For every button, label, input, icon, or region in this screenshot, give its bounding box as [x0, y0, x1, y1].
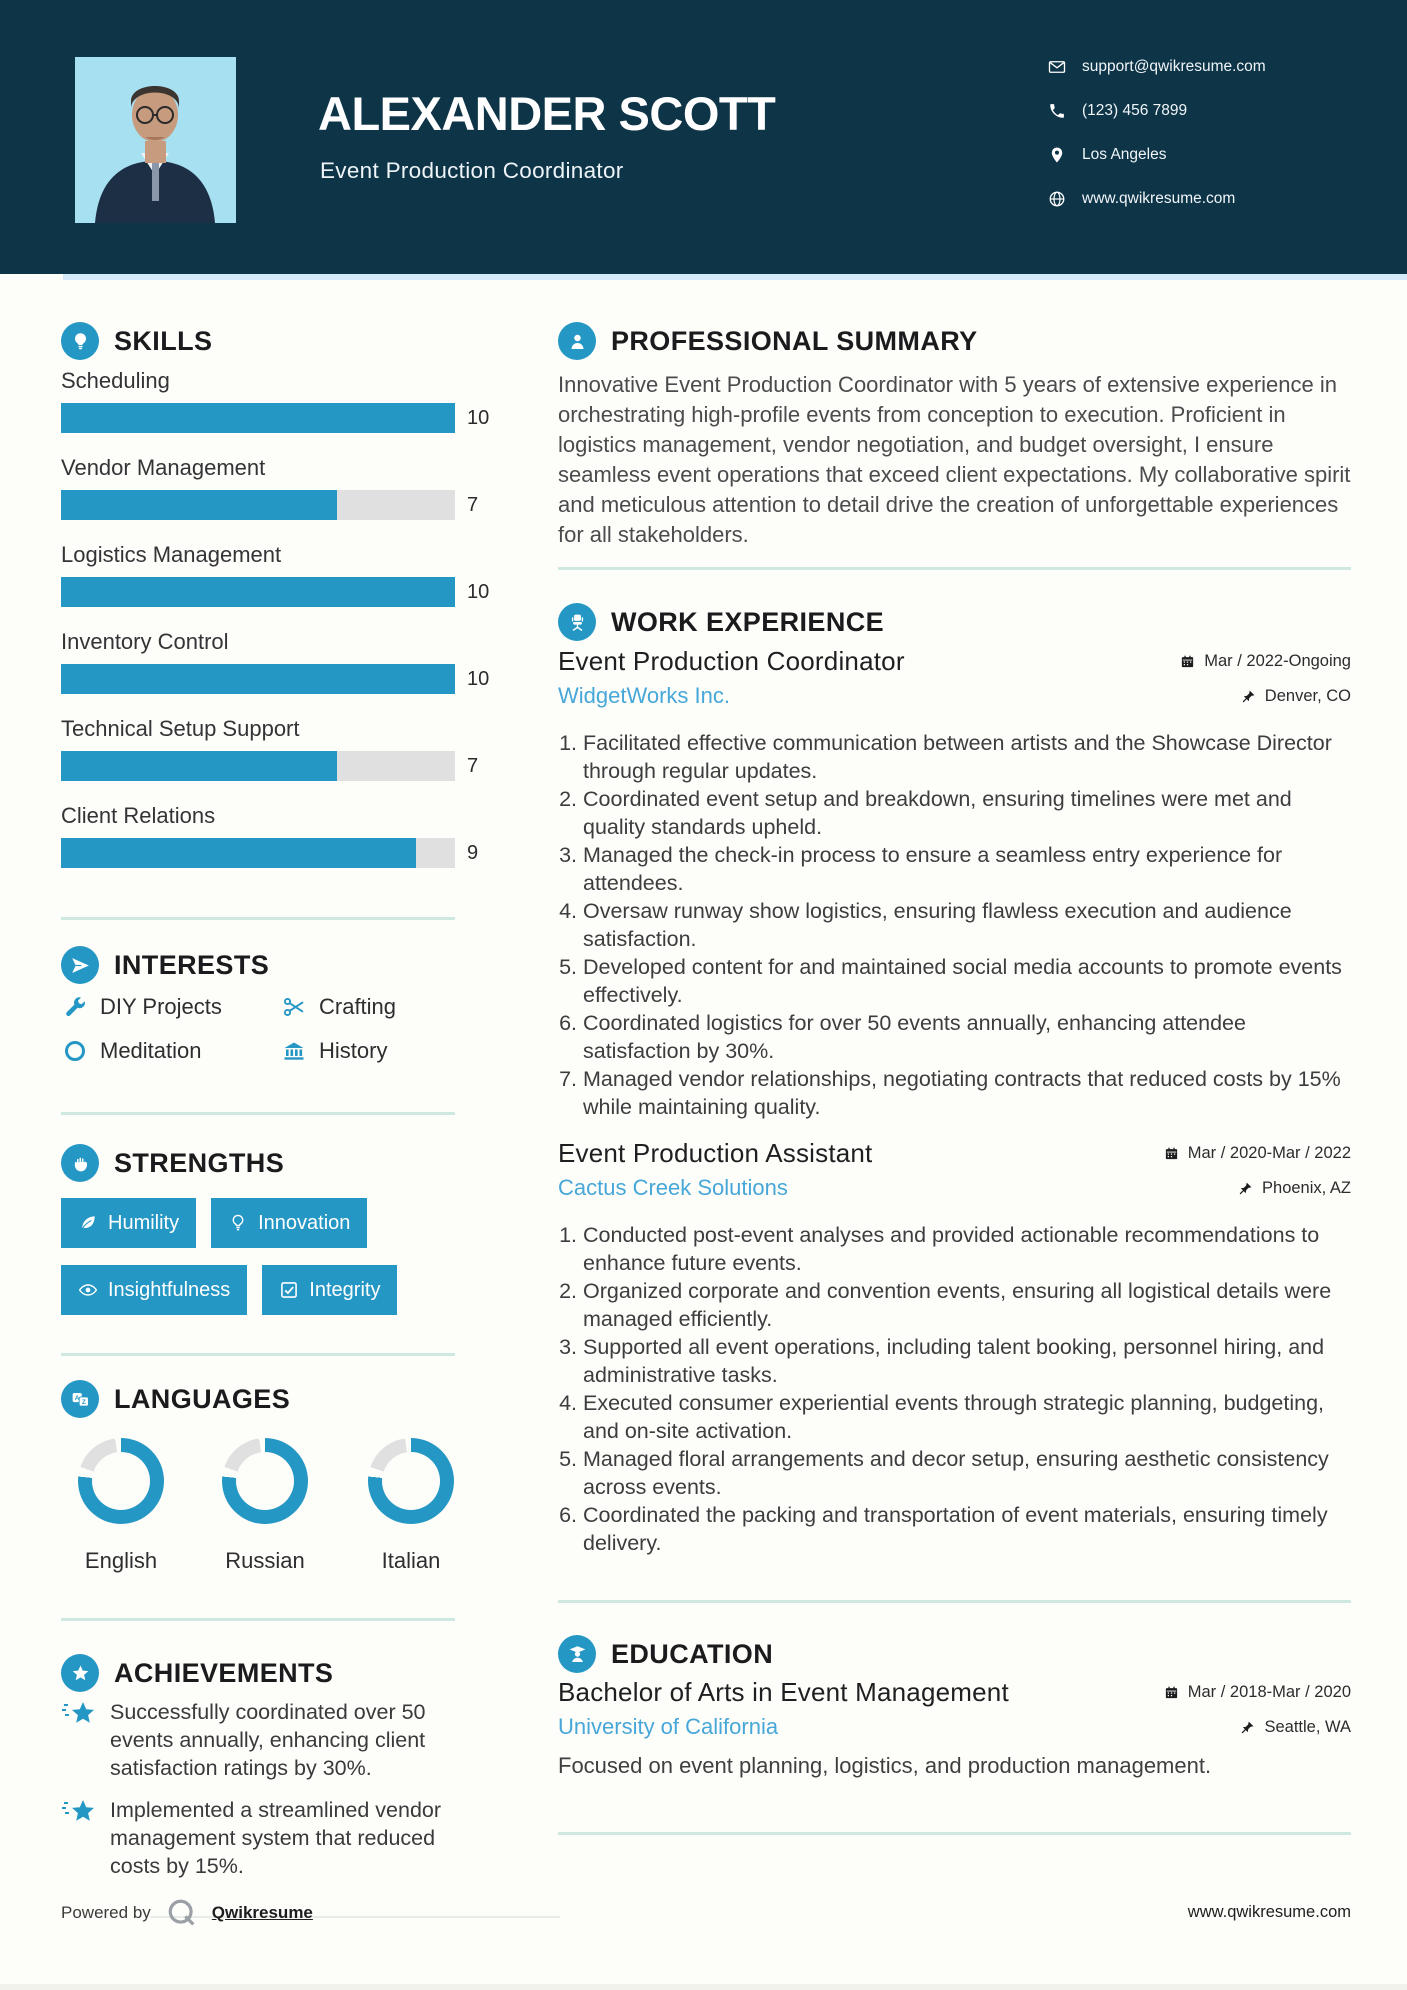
- achievements-title: ACHIEVEMENTS: [114, 1657, 334, 1688]
- job-date: [1180, 652, 1351, 671]
- translate-icon: [61, 1380, 99, 1418]
- contact-email: [1048, 56, 1266, 77]
- degree-title: Bachelor of Arts in Event Management: [558, 1677, 1009, 1707]
- skill-value: 10: [467, 580, 490, 603]
- skill-row: [61, 368, 521, 433]
- job-entry: [558, 646, 1351, 1121]
- footer-site-url: www.qwikresume.com: [1187, 1903, 1351, 1921]
- qwikresume-link[interactable]: Qwikresume: [211, 1903, 313, 1922]
- interest-label: DIY Projects: [100, 994, 222, 1019]
- education-note: Focused on event planning, logistics, and production management.: [558, 1753, 1212, 1778]
- education-title: EDUCATION: [611, 1638, 774, 1669]
- skill-bar: [61, 838, 455, 868]
- skill-value: 7: [467, 493, 479, 516]
- contact-website-text[interactable]: www.qwikresume.com: [1082, 189, 1236, 207]
- language-label: English: [84, 1548, 158, 1573]
- education-entry: [558, 1677, 1351, 1740]
- skill-label: Technical Setup Support: [61, 716, 300, 741]
- job-location-text: Phoenix, AZ: [1262, 1178, 1351, 1197]
- skill-label: Scheduling: [61, 368, 170, 393]
- language-item: [222, 1438, 308, 1574]
- graduate-icon: [558, 1635, 596, 1673]
- summary-section-header: [558, 322, 978, 360]
- divider: [558, 1600, 1351, 1603]
- languages-title: LANGUAGES: [114, 1383, 291, 1414]
- job-bullet: 2. Coordinated event setup and breakdown, ensuring timelines were met and quality standards upheld.: [583, 785, 1351, 841]
- skill-value: 10: [467, 406, 490, 429]
- skills-section-header: [61, 322, 212, 360]
- scissors-icon: [280, 994, 308, 1020]
- strength-chip: [61, 1265, 247, 1315]
- powered-by: [61, 1896, 313, 1930]
- summary-title: PROFESSIONAL SUMMARY: [611, 325, 978, 356]
- job-bullet: 3. Supported all event operations, including talent booking, personnel hiring, and administrative tasks.: [583, 1333, 1351, 1389]
- job-title: Event Production Assistant: [558, 1138, 873, 1168]
- contact-location: [1048, 144, 1266, 165]
- shooting-star-icon: [61, 1698, 97, 1732]
- skill-label: Inventory Control: [61, 629, 229, 654]
- experience-section-header: [558, 603, 884, 641]
- job-bullet-list: [558, 1221, 1351, 1557]
- strengths-title: STRENGTHS: [114, 1147, 285, 1178]
- contact-location-text: Los Angeles: [1082, 145, 1167, 163]
- divider: [61, 1618, 455, 1621]
- contact-phone: [1048, 100, 1266, 121]
- strength-chip: [61, 1198, 196, 1248]
- lightbulb-icon: [228, 1213, 248, 1233]
- interest-item: [280, 992, 455, 1022]
- job-bullet: 6. Coordinated the packing and transportation of event materials, ensuring timely delivery.: [583, 1501, 1351, 1557]
- skill-value: 10: [467, 667, 490, 690]
- strength-label: Humility: [108, 1211, 180, 1234]
- job-date-text: Mar / 2022-Ongoing: [1204, 652, 1351, 670]
- svg-text:Z: Z: [81, 1398, 86, 1406]
- achievement-text: Successfully coordinated over 50 events annually, enhancing client satisfaction ratings by 30%.: [110, 1700, 426, 1780]
- skill-label: Client Relations: [61, 803, 216, 828]
- pushpin-icon: [1240, 1720, 1255, 1735]
- job-date-text: Mar / 2020-Mar / 2022: [1187, 1144, 1351, 1162]
- interests-section-header: [61, 946, 269, 984]
- strength-label: Integrity: [309, 1278, 381, 1301]
- job-location: [1241, 687, 1351, 706]
- contact-email-text[interactable]: support@qwikresume.com: [1082, 57, 1266, 75]
- job-bullet: 1. Facilitated effective communication between artists and the Showcase Director through regular updates.: [583, 729, 1351, 785]
- skill-value: 7: [467, 754, 479, 777]
- leaf-icon: [78, 1213, 98, 1233]
- job-bullet: 7. Managed vendor relationships, negotiating contracts that reduced costs by 15% while maintaining quality.: [583, 1065, 1351, 1121]
- language-donut-chart: [78, 1438, 164, 1524]
- job-bullet: 1. Conducted post-event analyses and provided actionable recommendations to enhance future events.: [583, 1221, 1351, 1277]
- strength-chip: [262, 1265, 397, 1315]
- achievements-list: [61, 1698, 461, 1894]
- achievement-item: [61, 1796, 461, 1880]
- school-link[interactable]: University of California: [558, 1714, 779, 1739]
- interests-list: [61, 992, 455, 1066]
- company-link[interactable]: Cactus Creek Solutions: [558, 1175, 788, 1200]
- header-accent-strip: [63, 274, 1407, 280]
- ring-icon: [61, 1038, 89, 1064]
- job-bullet: 5. Managed floral arrangements and decor setup, ensuring aesthetic consistency across events.: [583, 1445, 1351, 1501]
- svg-text:A: A: [74, 1394, 80, 1402]
- skill-label: Logistics Management: [61, 542, 282, 567]
- qwikresume-logo-icon: [166, 1897, 198, 1929]
- skill-bar: [61, 403, 455, 433]
- education-date: [1164, 1683, 1351, 1702]
- interest-label: Crafting: [319, 994, 397, 1019]
- education-date-text: Mar / 2018-Mar / 2020: [1187, 1683, 1351, 1701]
- summary-text: Innovative Event Production Coordinator with 5 years of extensive experience in orchestrating high-profile events from conception to execution. Proficient in logistics management, vendor negotiation, and budget oversight, I ensure seamless event operations that exceed client expectations. My collaborative spirit and meticulous attention to detail drive the creation of unforgettable experiences for all stakeholders.: [558, 372, 1351, 547]
- candidate-name: ALEXANDER SCOTT: [318, 87, 776, 140]
- interest-label: History: [319, 1038, 388, 1063]
- skills-title: SKILLS: [114, 325, 213, 356]
- candidate-headline: Event Production Coordinator: [320, 158, 624, 183]
- job-entry: [558, 1138, 1351, 1557]
- interest-item: [61, 1036, 280, 1066]
- contact-phone-text: (123) 456 7899: [1082, 101, 1188, 119]
- interests-title: INTERESTS: [114, 949, 270, 980]
- job-location-text: Denver, CO: [1264, 686, 1351, 705]
- language-donut-chart: [222, 1438, 308, 1524]
- job-bullet: 3. Managed the check-in process to ensure a seamless entry experience for attendees.: [583, 841, 1351, 897]
- skill-label: Vendor Management: [61, 455, 266, 480]
- strengths-list: [61, 1198, 461, 1315]
- education-section-header: [558, 1635, 773, 1673]
- divider: [558, 1832, 1351, 1835]
- achievement-item: [61, 1698, 461, 1782]
- skill-row: [61, 629, 521, 694]
- job-bullet: 4. Oversaw runway show logistics, ensuring flawless execution and audience satisfaction.: [583, 897, 1351, 953]
- language-item: [78, 1438, 164, 1574]
- strength-label: Innovation: [258, 1211, 351, 1234]
- checkbox-icon: [279, 1280, 299, 1300]
- location-pin-icon: [1048, 146, 1066, 164]
- skills-list: [61, 368, 521, 890]
- interest-label: Meditation: [100, 1038, 202, 1063]
- language-label: Italian: [381, 1548, 441, 1573]
- job-title: Event Production Coordinator: [558, 646, 905, 676]
- skill-row: [61, 542, 521, 607]
- skill-row: [61, 803, 521, 868]
- phone-icon: [1048, 102, 1066, 120]
- lightbulb-icon: [61, 322, 99, 360]
- divider: [61, 917, 455, 920]
- eye-icon: [78, 1280, 98, 1300]
- achievement-text: Implemented a streamlined vendor management system that reduced costs by 15%.: [110, 1798, 442, 1878]
- globe-icon: [1048, 190, 1066, 208]
- powered-by-label: Powered by: [61, 1903, 151, 1922]
- shooting-star-icon: [61, 1796, 97, 1830]
- job-location: [1238, 1179, 1351, 1198]
- pushpin-icon: [1238, 1181, 1253, 1196]
- language-donut-chart: [368, 1438, 454, 1524]
- language-item: [368, 1438, 454, 1574]
- skill-bar: [61, 664, 455, 694]
- paper-plane-icon: [61, 946, 99, 984]
- experience-title: WORK EXPERIENCE: [611, 606, 885, 637]
- calendar-icon: [1180, 654, 1195, 669]
- achievements-section-header: [61, 1654, 333, 1692]
- languages-section-header: [61, 1380, 290, 1418]
- job-bullet: 6. Coordinated logistics for over 50 events annually, enhancing attendee satisfaction by 30%.: [583, 1009, 1351, 1065]
- job-bullet: 5. Developed content for and maintained social media accounts to promote events effectively.: [583, 953, 1351, 1009]
- header: [0, 0, 1407, 274]
- fist-icon: [61, 1144, 99, 1182]
- language-label: Russian: [225, 1548, 305, 1573]
- pushpin-icon: [1241, 689, 1256, 704]
- job-bullet-list: [558, 729, 1351, 1121]
- office-chair-icon: [558, 603, 596, 641]
- strength-chip: [211, 1198, 367, 1248]
- interest-item: [61, 992, 280, 1022]
- profile-photo: [75, 57, 236, 223]
- divider: [61, 1353, 455, 1356]
- calendar-icon: [1164, 1146, 1179, 1161]
- education-location-text: Seattle, WA: [1264, 1717, 1351, 1736]
- skill-bar: [61, 751, 455, 781]
- contact-website: [1048, 188, 1266, 209]
- skill-row: [61, 455, 521, 520]
- interest-item: [280, 1036, 455, 1066]
- skill-bar: [61, 490, 455, 520]
- strength-label: Insightfulness: [108, 1278, 231, 1301]
- wrench-icon: [61, 994, 89, 1020]
- bottom-strip: [0, 1984, 1407, 1990]
- languages-list: [61, 1438, 481, 1578]
- divider: [558, 567, 1351, 570]
- skill-bar: [61, 577, 455, 607]
- strengths-section-header: [61, 1144, 284, 1182]
- profile-photo-illustration: [75, 57, 236, 223]
- skill-row: [61, 716, 521, 781]
- job-date: [1164, 1144, 1351, 1163]
- user-icon: [558, 322, 596, 360]
- skill-value: 9: [467, 841, 479, 864]
- envelope-icon: [1048, 58, 1066, 76]
- museum-icon: [280, 1038, 308, 1064]
- job-bullet: 4. Executed consumer experiential events through strategic planning, budgeting, and on-site activation.: [583, 1389, 1351, 1445]
- job-bullet: 2. Organized corporate and convention events, ensuring all logistical details were managed efficiently.: [583, 1277, 1351, 1333]
- education-location: [1240, 1718, 1351, 1737]
- calendar-icon: [1164, 1685, 1179, 1700]
- contact-list: [1048, 56, 1266, 209]
- star-icon: [61, 1654, 99, 1692]
- divider: [61, 1112, 455, 1115]
- company-link[interactable]: WidgetWorks Inc.: [558, 683, 730, 708]
